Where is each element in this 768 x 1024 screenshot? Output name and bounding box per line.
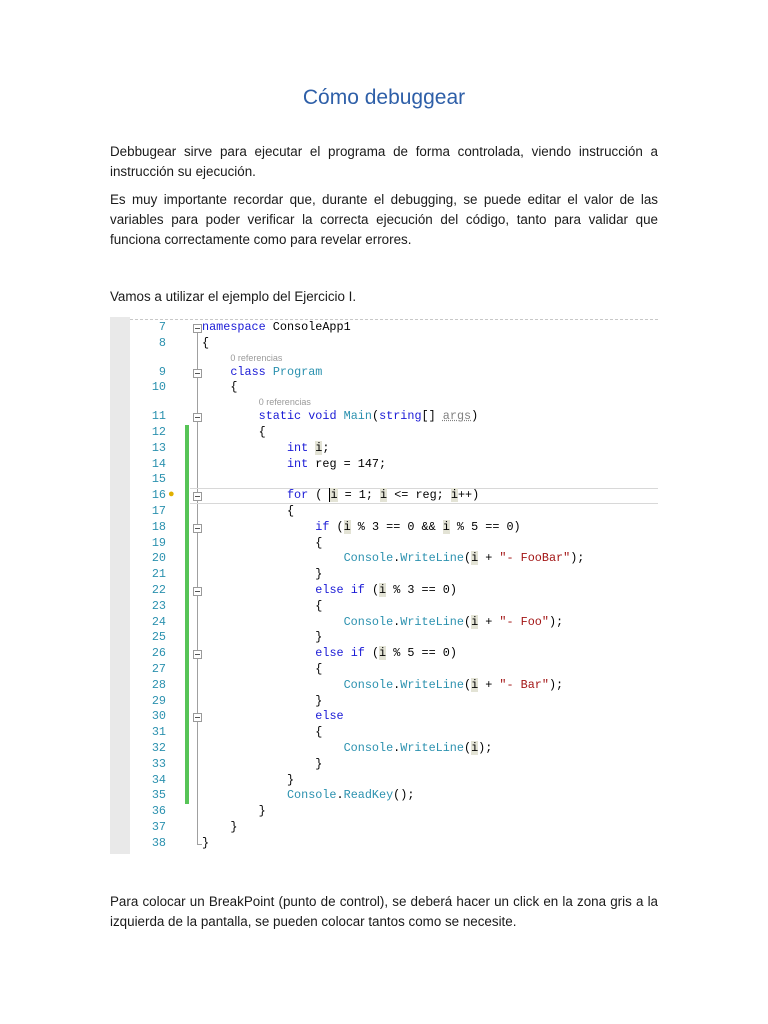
code-line-29[interactable] [110, 694, 658, 710]
code-text: int i; [286, 440, 330, 455]
line-number: 24 [151, 614, 166, 629]
line-number: 23 [151, 598, 166, 613]
code-line-30[interactable] [110, 709, 658, 725]
code-text: } [202, 772, 295, 787]
change-marker [185, 504, 189, 520]
code-text: { [202, 725, 323, 740]
code-line-32[interactable] [110, 741, 658, 757]
change-marker [185, 757, 189, 773]
code-line-12[interactable] [110, 425, 658, 441]
line-number: 12 [151, 425, 166, 439]
code-text: { [202, 380, 238, 395]
change-marker [185, 441, 189, 457]
code-text: Console.WriteLine(i + "- Bar"); [343, 677, 564, 692]
code-line-19[interactable] [110, 536, 658, 552]
line-number: 8 [158, 335, 166, 350]
code-line-21[interactable] [110, 567, 658, 583]
code-text: int reg = 147; [286, 456, 387, 471]
line-number: 15 [151, 472, 166, 487]
line-number: 22 [151, 583, 166, 597]
code-text: } [202, 567, 323, 582]
line-number: 16 [151, 488, 166, 503]
line-number: 29 [151, 693, 166, 708]
code-line-14[interactable] [110, 457, 658, 473]
line-number: 36 [151, 804, 166, 819]
lightbulb-icon[interactable]: ● [168, 489, 175, 502]
change-marker [185, 520, 189, 536]
code-line-15[interactable] [110, 472, 658, 488]
code-line-11[interactable] [110, 409, 658, 425]
line-number: 33 [151, 756, 166, 771]
code-text: } [202, 804, 266, 819]
line-number: 26 [151, 646, 166, 661]
change-marker [185, 615, 189, 631]
line-number: 38 [151, 835, 166, 850]
line-number: 31 [151, 725, 166, 740]
code-line-13[interactable] [110, 441, 658, 457]
code-text: for ( i = 1; i <= reg; i++) [286, 488, 480, 503]
reference-count-text[interactable]: 0 referencias [258, 397, 311, 408]
line-number: 28 [151, 677, 166, 692]
line-number: 11 [151, 409, 166, 424]
code-line-35[interactable] [110, 788, 658, 804]
code-line-20[interactable] [110, 551, 658, 567]
example-intro-paragraph: Vamos a utilizar el ejemplo del Ejercicio I. [110, 289, 357, 304]
code-line-26[interactable] [110, 646, 658, 662]
code-line-36[interactable] [110, 804, 658, 820]
code-line-17[interactable] [110, 504, 658, 520]
line-number: 17 [151, 504, 166, 518]
code-text: { [202, 335, 210, 350]
change-marker [185, 709, 189, 725]
code-text: namespace ConsoleApp1 [202, 320, 351, 334]
change-marker [185, 788, 189, 804]
line-number: 32 [151, 741, 166, 755]
collapse-icon[interactable] [193, 369, 202, 378]
collapse-icon[interactable] [193, 492, 202, 501]
code-line-25[interactable] [110, 630, 658, 646]
code-line-22[interactable] [110, 583, 658, 599]
change-marker [185, 536, 189, 552]
code-text: if (i % 3 == 0 && i % 5 == 0) [315, 519, 521, 534]
code-text: { [202, 535, 323, 550]
line-number: 25 [151, 630, 166, 645]
reference-count-label[interactable] [110, 353, 658, 365]
collapse-icon[interactable] [193, 587, 202, 596]
line-number: 9 [158, 364, 166, 379]
line-number: 20 [151, 551, 166, 566]
code-line-8[interactable] [110, 336, 658, 352]
code-text: { [202, 598, 323, 613]
collapse-icon[interactable] [193, 650, 202, 659]
code-line-18[interactable] [110, 520, 658, 536]
code-line-7[interactable] [110, 320, 658, 336]
line-number: 34 [151, 772, 166, 787]
code-editor-screenshot [110, 317, 658, 854]
change-marker [185, 488, 189, 504]
collapse-icon[interactable] [193, 413, 202, 422]
code-line-16[interactable] [110, 488, 658, 504]
code-line-27[interactable] [110, 662, 658, 678]
code-line-38[interactable] [110, 836, 658, 852]
code-text: Console.WriteLine(i); [343, 741, 493, 755]
code-text: else [315, 709, 344, 724]
code-line-9[interactable] [110, 365, 658, 381]
code-text: } [202, 820, 238, 834]
code-text: static void Main(string[] args) [258, 409, 479, 424]
code-line-28[interactable] [110, 678, 658, 694]
code-text: { [202, 662, 323, 676]
change-marker [185, 599, 189, 615]
change-marker [185, 630, 189, 646]
change-marker [185, 583, 189, 599]
code-text: } [202, 693, 323, 708]
breakpoint-paragraph: Para colocar un BreakPoint (punto de control), se deberá hacer un click en la zona gris a la izquierda de la pantalla, se pueden colocar tantos como se necesite. [110, 894, 658, 929]
code-line-33[interactable] [110, 757, 658, 773]
code-line-23[interactable] [110, 599, 658, 615]
line-number: 27 [151, 662, 166, 676]
line-number: 30 [151, 709, 166, 724]
line-number: 13 [151, 440, 166, 455]
code-text: } [202, 835, 210, 850]
change-marker [185, 472, 189, 488]
change-marker [185, 425, 189, 441]
code-line-10[interactable] [110, 380, 658, 396]
reference-count-text[interactable]: 0 referencias [230, 352, 283, 363]
line-number: 37 [151, 820, 166, 834]
line-number: 35 [151, 788, 166, 803]
change-marker [185, 741, 189, 757]
change-marker [185, 662, 189, 678]
change-marker [185, 725, 189, 741]
code-line-31[interactable] [110, 725, 658, 741]
collapse-icon[interactable] [193, 324, 202, 333]
change-marker [185, 567, 189, 583]
change-marker [185, 551, 189, 567]
code-text: { [202, 425, 266, 439]
collapse-icon[interactable] [193, 524, 202, 533]
change-marker [185, 773, 189, 789]
page-title: Cómo debuggear [302, 86, 466, 109]
line-number: 14 [151, 456, 166, 471]
change-marker [185, 646, 189, 662]
collapse-icon[interactable] [193, 713, 202, 722]
change-marker [185, 678, 189, 694]
line-number: 18 [151, 519, 166, 534]
code-text: Console.ReadKey(); [286, 788, 415, 803]
change-marker [185, 457, 189, 473]
code-text: Console.WriteLine(i + "- Foo"); [343, 614, 564, 629]
code-text: else if (i % 3 == 0) [315, 583, 457, 597]
line-number: 7 [158, 320, 166, 334]
code-line-24[interactable] [110, 615, 658, 631]
code-line-34[interactable] [110, 773, 658, 789]
line-number: 10 [151, 380, 166, 395]
change-marker [185, 694, 189, 710]
debugging-note-paragraph: Es muy importante recordar que, durante el debugging, se puede editar el valor de las variables para poder verificar la correcta ejecución del código, tanto para validar que funciona correctamente como para revelar errores. [110, 192, 658, 247]
line-number: 21 [151, 567, 166, 582]
code-line-37[interactable] [110, 820, 658, 836]
code-text: class Program [230, 364, 323, 379]
intro-paragraph: Debbugear sirve para ejecutar el programa de forma controlada, viendo instrucción a instrucción su ejecución. [110, 144, 658, 179]
code-text: Console.WriteLine(i + "- FooBar"); [343, 551, 585, 566]
line-number: 19 [151, 535, 166, 550]
code-text: } [202, 756, 323, 771]
code-text: else if (i % 5 == 0) [315, 646, 457, 661]
code-text: } [202, 630, 323, 645]
code-text: { [202, 504, 295, 518]
reference-count-label[interactable] [110, 397, 658, 409]
